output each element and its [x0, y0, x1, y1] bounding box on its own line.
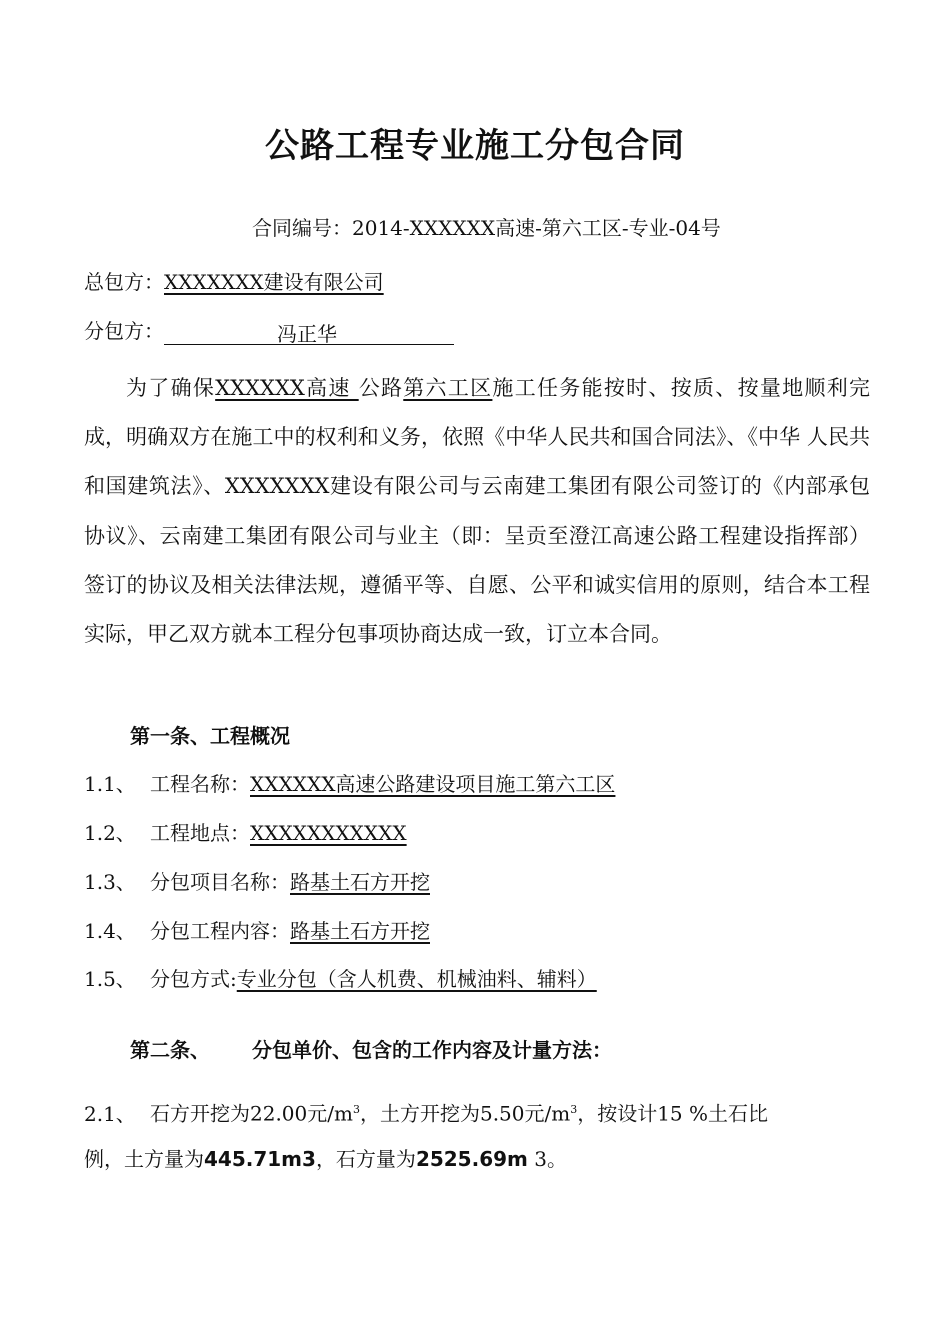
work-zone-underlined: 第六工区	[403, 376, 493, 400]
item-2-1-line-1	[84, 1096, 768, 1128]
subcontractor-line	[84, 317, 454, 345]
item-value: 路基土石方开挖	[290, 919, 430, 943]
earth-volume-value: 445.71m3	[204, 1147, 316, 1171]
subcontractor-label: 分包方：	[84, 319, 164, 343]
item-value: XXXXXXXXXXX	[250, 821, 407, 845]
item-value: XXXXXX高速公路建设项目施工第六工区	[250, 772, 616, 796]
preamble-paragraph	[84, 364, 870, 659]
contractor-line	[84, 268, 384, 296]
contractor-value: XXXXXXX建设有限公司	[164, 270, 384, 294]
item-value: 专业分包（含人机费、机械油料、辅料）	[236, 967, 597, 991]
item-1-4	[84, 917, 430, 945]
item-label: 分包方式:	[150, 967, 237, 991]
rock-volume-value: 2525.69m	[415, 1147, 528, 1171]
earth-volume-label: 例，土方量为	[84, 1147, 204, 1171]
article-2-title: 分包单价、包含的工作内容及计量方法：	[252, 1038, 612, 1062]
item-1-3	[84, 868, 430, 896]
subcontractor-value: 冯正华	[277, 322, 337, 346]
document-title: 公路工程专业施工分包合同	[265, 126, 685, 166]
item-label: 工程名称：	[150, 772, 250, 796]
contractor-label: 总包方：	[84, 270, 164, 294]
earth-rock-ratio: ，按设计15 %土石比	[577, 1101, 769, 1126]
preamble-text-2: 公路	[358, 376, 404, 400]
item-1-5	[84, 965, 597, 993]
item-number: 1.4、	[84, 919, 136, 943]
contract-number-label: 合同编号：	[252, 216, 352, 240]
item-number: 1.5、	[84, 967, 136, 991]
article-2-number: 第二条、	[130, 1038, 210, 1062]
item-number: 1.3、	[84, 870, 136, 894]
item-1-1	[84, 770, 615, 798]
project-name-underlined: XXXXXX高速	[215, 376, 359, 400]
earth-excavation-price: ，土方开挖为5.50元/m	[359, 1101, 571, 1126]
rock-excavation-price: 石方开挖为22.00元/m	[150, 1101, 353, 1126]
item-label: 分包项目名称：	[150, 870, 290, 894]
item-number: 2.1、	[84, 1101, 136, 1126]
subcontractor-underline	[164, 320, 454, 345]
preamble-text-3: 施工任务能按时、按质、按量地顺利完成，明确双方在施工中的权利和义务，依照《中华人民共和国合同法》、《中华 人民共和国建筑法》、XXXXXXX建设有限公司与云南建工集团有限公司签订的《内部承包协议》、云南建工集团有限公司与业主（即：呈贡至澄江高速公路工程建设指挥部）签订的协议及相关法律法规，遵循平等、自愿、公平和诚实信用的原则，结合本工程实际，甲乙双方就本工程分包事项协商达成一致，订立本合同。	[84, 376, 871, 647]
cubic-superscript: 3	[352, 1103, 360, 1116]
contract-number-value: 2014-XXXXXX高速-第六工区-专业-04号	[352, 216, 721, 240]
rock-volume-label: ，石方量为	[315, 1147, 416, 1171]
cubic-superscript: 3	[570, 1103, 578, 1116]
rock-volume-unit: 3。	[527, 1147, 567, 1171]
article-1-heading: 第一条、工程概况	[130, 724, 290, 748]
item-2-1-line-2	[84, 1145, 567, 1173]
item-number: 1.2、	[84, 821, 136, 845]
preamble-text-1: 为了确保	[126, 376, 216, 400]
item-value: 路基土石方开挖	[290, 870, 430, 894]
item-label: 工程地点：	[150, 821, 250, 845]
item-label: 分包工程内容：	[150, 919, 290, 943]
item-number: 1.1、	[84, 772, 136, 796]
article-2-heading	[130, 1036, 612, 1064]
item-1-2	[84, 819, 407, 847]
contract-number	[252, 214, 721, 242]
